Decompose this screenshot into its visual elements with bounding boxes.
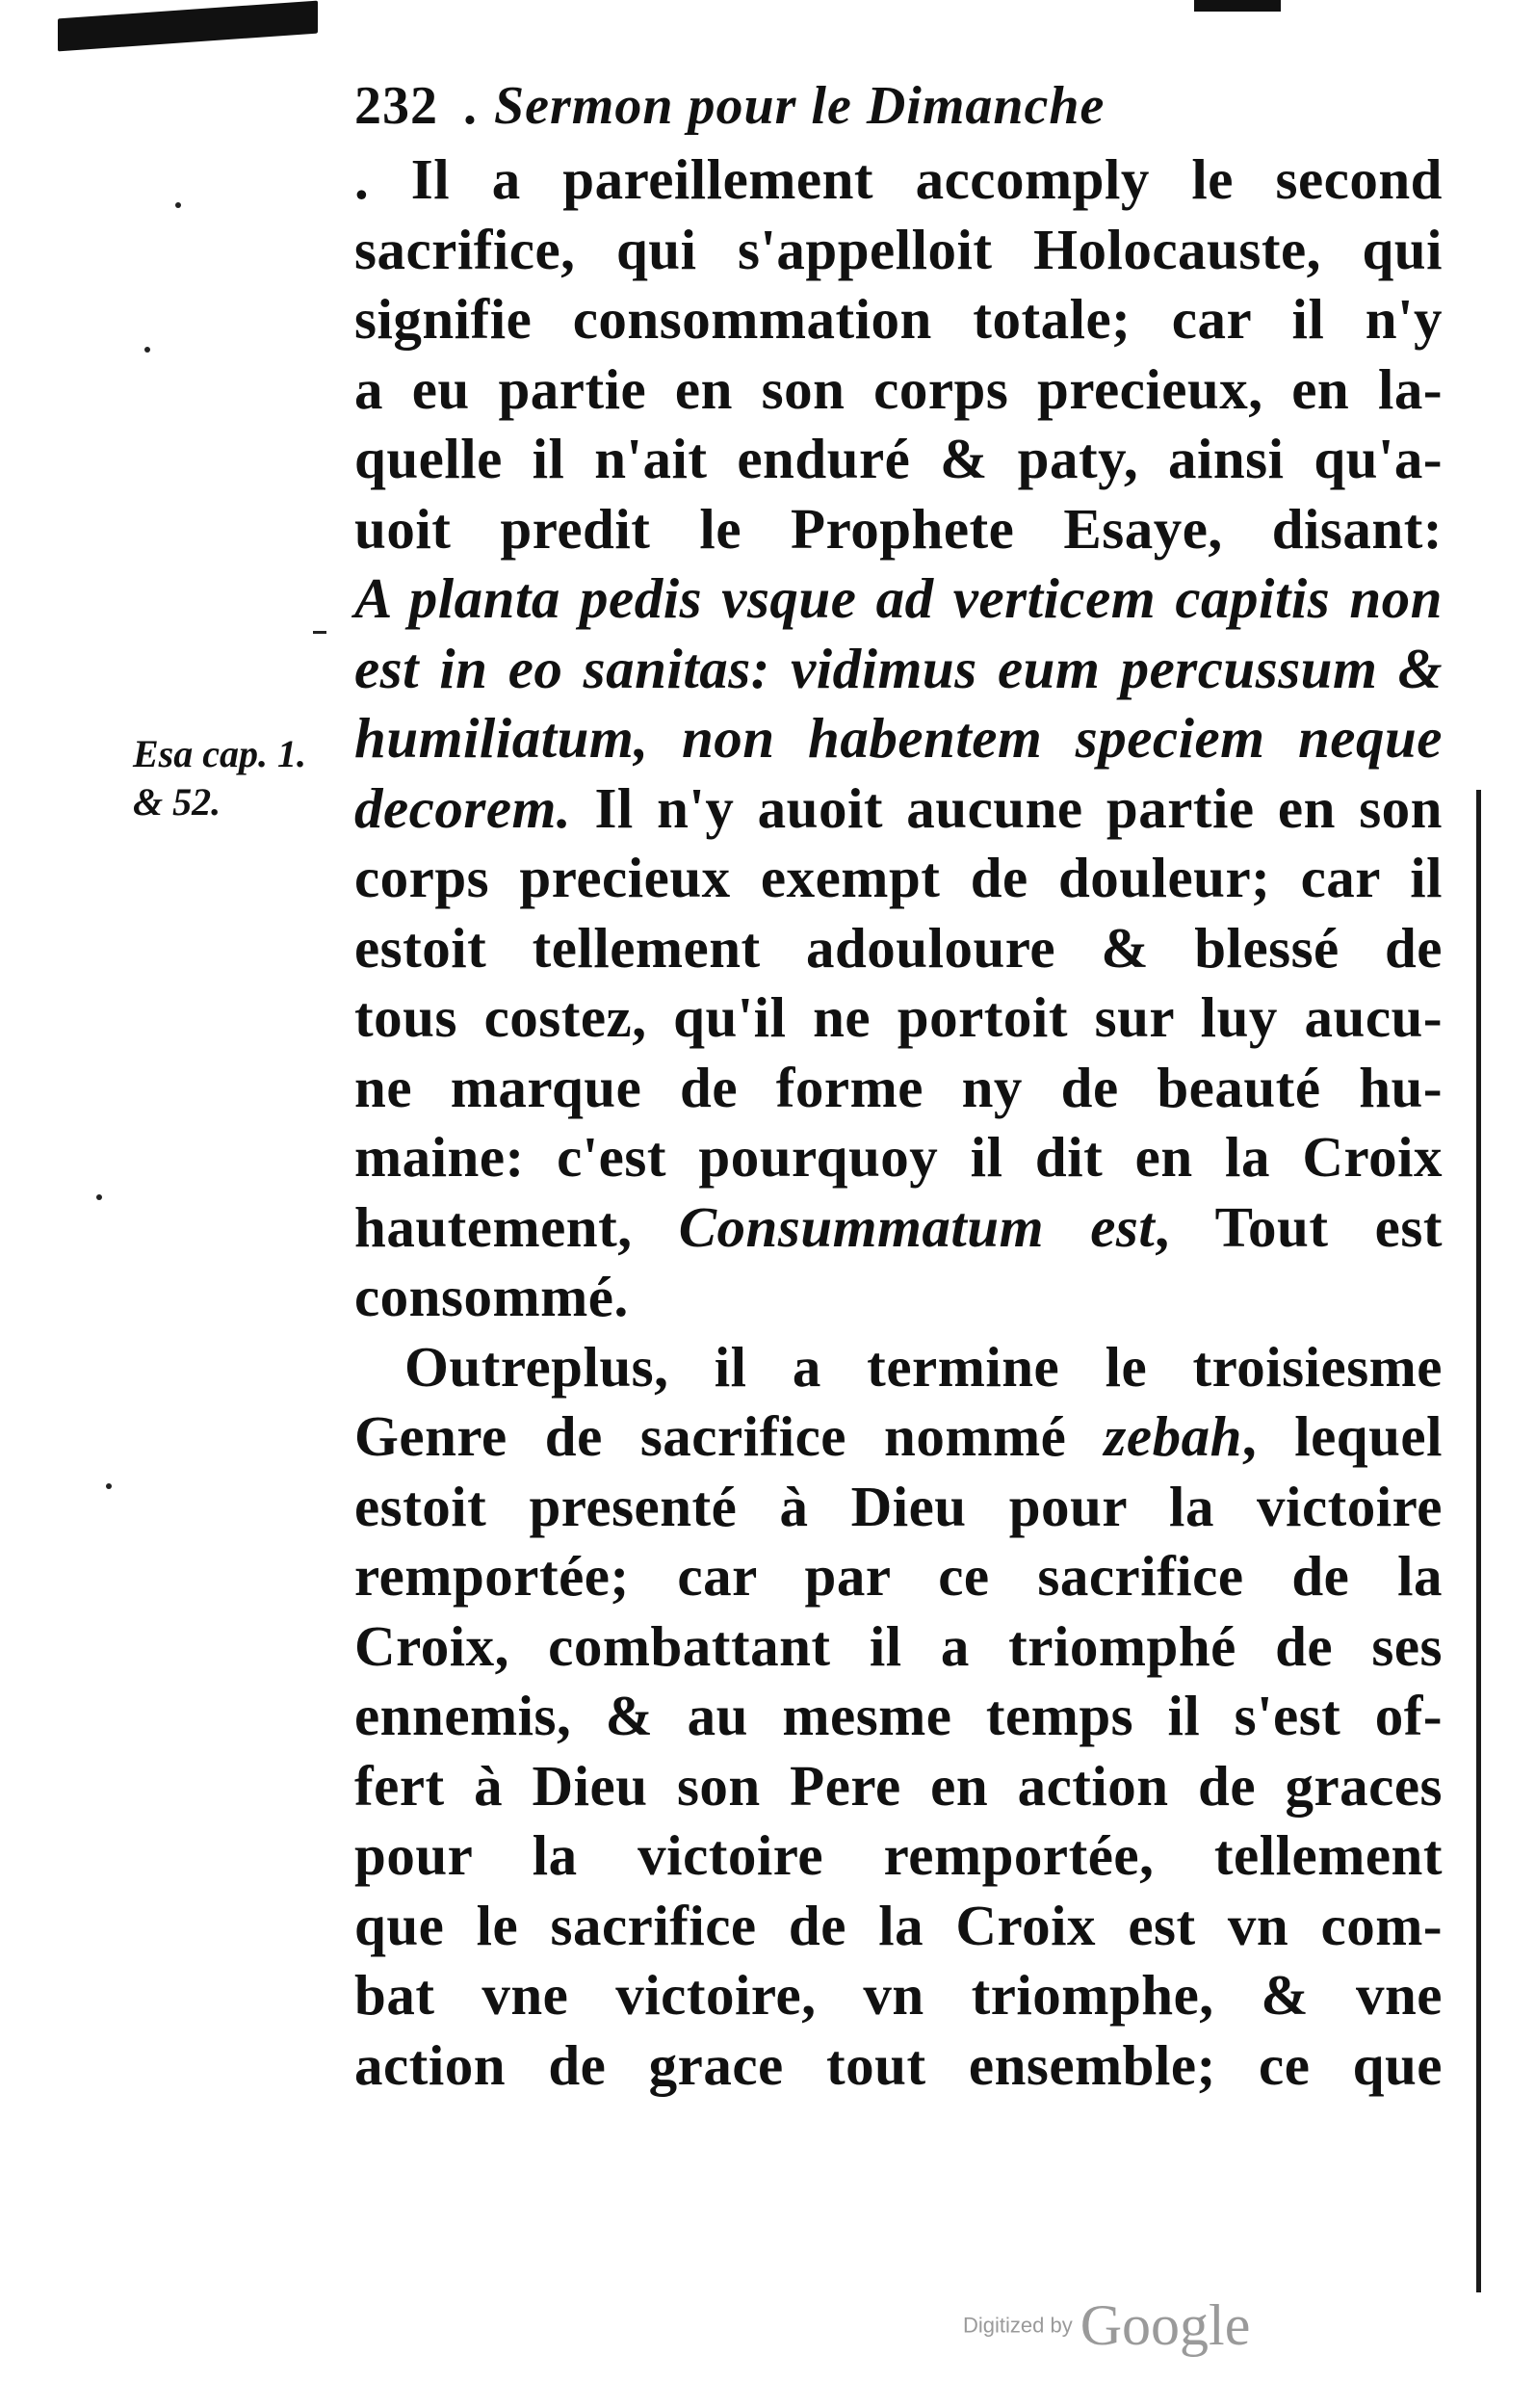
page-text-block (354, 67, 1443, 2100)
page-number: 232 (354, 76, 438, 136)
text-line: bat vne victoire, vn triomphe, & vne (354, 1963, 1443, 2027)
text-fragment: , Tout est (1155, 1194, 1443, 1259)
scan-gutter-line (1476, 790, 1481, 2292)
text-line: estoit presenté à Dieu pour la victoire (354, 1474, 1443, 1538)
text-line: que le sacrifice de la Croix est vn com- (354, 1893, 1443, 1957)
text-line: maine: c'est pourquoy il dit en la Croix (354, 1125, 1443, 1189)
text-line: estoit tellement adouloure & blessé de (354, 915, 1443, 980)
hebrew-term: zebah (1104, 1404, 1242, 1468)
text-line: consommé. (354, 1265, 629, 1328)
text-line: fert à Dieu son Pere en action de graces (354, 1753, 1443, 1818)
paragraph-1 (354, 144, 1443, 1332)
text-line: . Il a pareillement accomply le second (354, 147, 1443, 211)
text-line: signifie consommation totale; car il n'y (354, 287, 1443, 351)
latin-quote-line: humiliatum, non habentem speciem neque (354, 706, 1443, 770)
latin-quote-line: A planta pedis vsque ad verticem capitis non (354, 566, 1443, 630)
text-line (354, 1401, 1443, 1472)
text-fragment: Genre de sacrifice nommé (354, 1404, 1105, 1468)
latin-word: decorem. (354, 775, 572, 840)
text-line: pour la victoire remportée, tellement (354, 1823, 1443, 1887)
text-fragment: hautement, (354, 1194, 679, 1259)
running-head (354, 67, 1443, 144)
text-line: action de grace tout ensemble; ce que (354, 2032, 1443, 2097)
text-line: ennemis, & au mesme temps il s'est of- (354, 1684, 1443, 1747)
text-line (354, 773, 1443, 844)
scan-dark-edge-right (1194, 0, 1281, 12)
scan-speck (313, 631, 326, 634)
scan-speck (96, 1194, 102, 1200)
text-fragment: Il n'y auoit aucune partie en son (571, 775, 1443, 840)
scan-speck (106, 1483, 112, 1489)
text-line: Croix, combattant il a triomphé de ses (354, 1613, 1443, 1678)
margin-citation-line: & 52. (133, 780, 221, 824)
text-line: a eu partie en son corps precieux, en la- (354, 356, 1443, 421)
text-line: quelle il n'ait enduré & paty, ainsi qu'a- (354, 427, 1443, 490)
text-line: uoit predit le Prophete Esaye, disant: (354, 496, 1443, 561)
margin-citation (133, 730, 345, 826)
scan-speck (144, 347, 150, 353)
text-line: ne marque de forme ny de beauté hu- (354, 1055, 1443, 1119)
digitized-by-google-watermark (963, 2292, 1250, 2359)
text-line: corps precieux exempt de douleur; car il (354, 846, 1443, 909)
text-line: Outreplus, il a termine le troisiesme (404, 1334, 1443, 1399)
text-line: tous costez, qu'il ne portoit sur luy aucu- (354, 985, 1443, 1049)
margin-citation-line: Esa cap. 1. (133, 732, 306, 775)
scan-dark-edge (58, 1, 318, 52)
text-line: sacrifice, qui s'appelloit Holocauste, qui (354, 217, 1443, 281)
watermark-prefix: Digitized by (963, 2313, 1073, 2338)
text-line (354, 1192, 1443, 1263)
running-title: . Sermon pour le Dimanche (465, 76, 1106, 136)
google-logo-text: Google (1080, 2293, 1251, 2357)
text-fragment: , lequel (1241, 1404, 1443, 1468)
scan-speck (175, 202, 181, 208)
latin-quote-line: est in eo sanitas: vidimus eum percussum & (354, 636, 1443, 700)
text-line: remportée; car par ce sacrifice de la (354, 1544, 1443, 1608)
paragraph-2 (354, 1332, 1443, 2101)
latin-phrase: Consummatum est (678, 1194, 1156, 1259)
